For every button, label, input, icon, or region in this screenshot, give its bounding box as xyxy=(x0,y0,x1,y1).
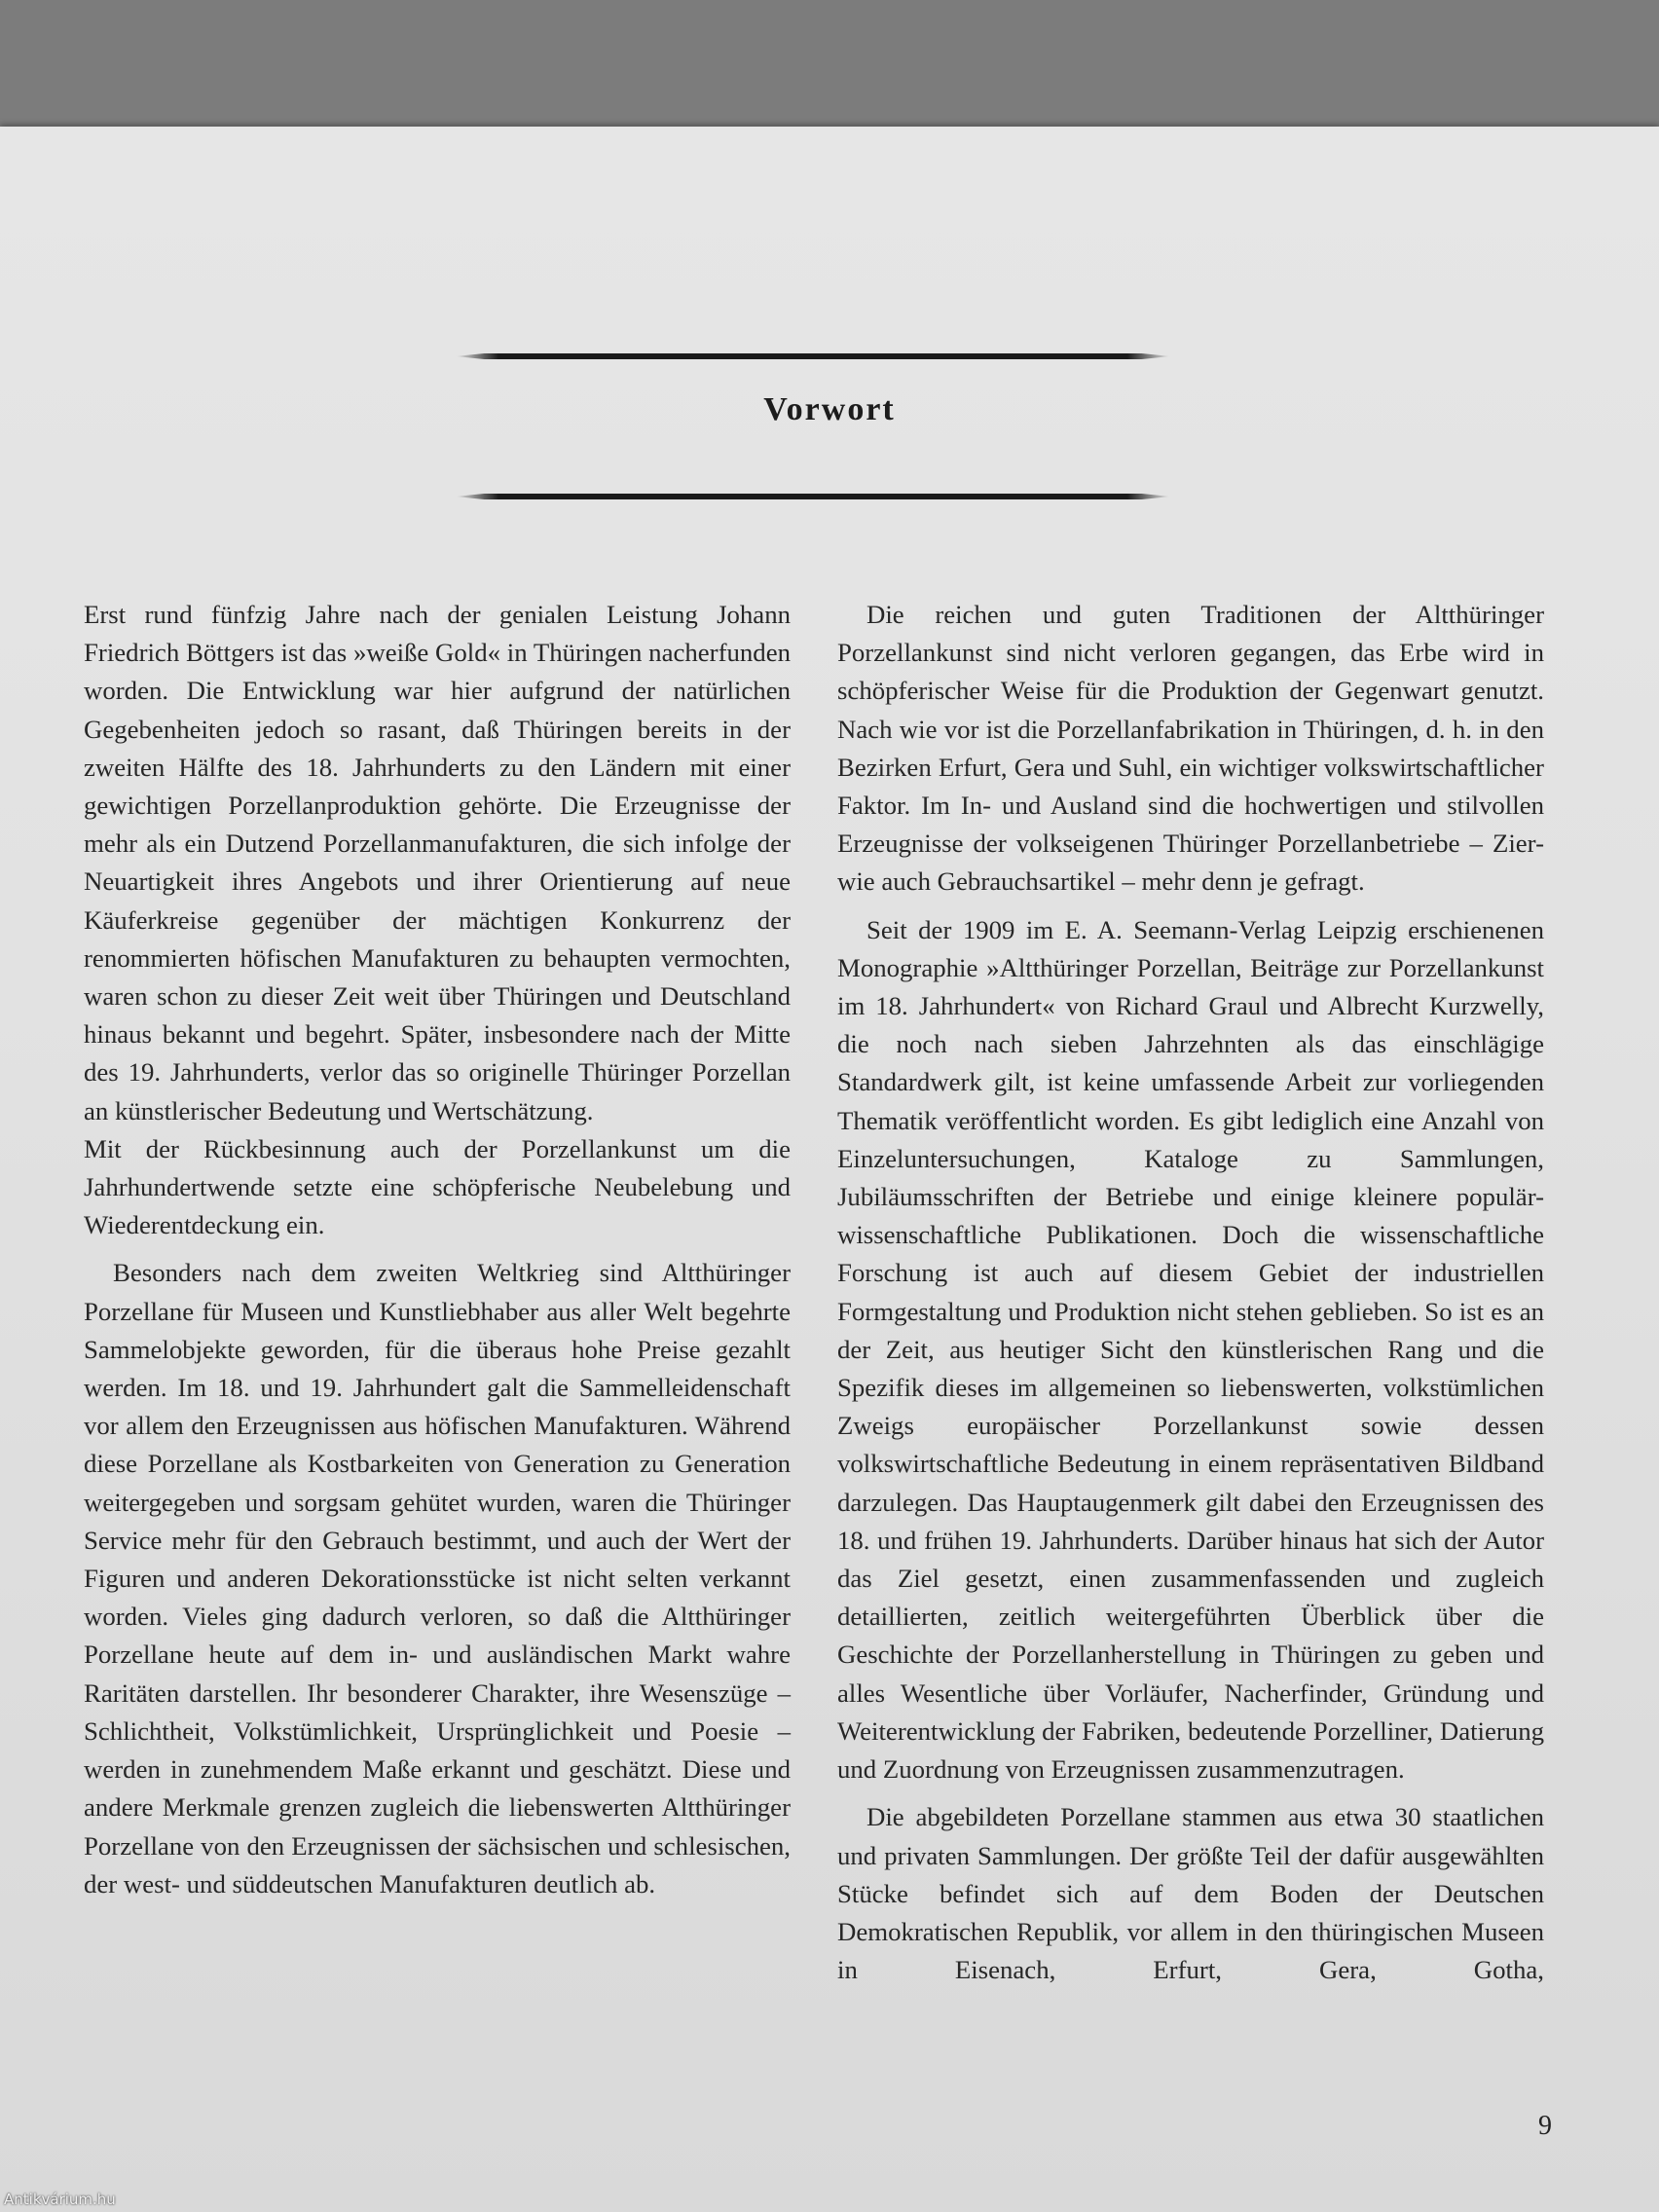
title-rule-bottom xyxy=(456,494,1170,499)
right-paragraph-2: Seit der 1909 im E. A. Seemann-Verlag Leipzig erschienenen Monographie »Altthüringer Porzellan, Beiträge zur Porzellankunst im 18. Jahrhundert« von Richard Graul und Albrecht Kurzwelly, die noch nach sieben Jahrzehnten als das einschlägige Standardwerk gilt, ist keine umfassende Arbeit zur vorliegenden Thematik veröffentlicht worden. Es gibt lediglich eine Anzahl von Einzeluntersuchungen, Kataloge zu Sammlungen, Jubiläumsschriften der Betriebe und einige kleinere populär-wissenschaftliche Publikationen. Doch die wissenschaftliche Forschung ist auch auf diesem Gebiet der industriellen Formgestaltung und Produktion nicht stehen geblieben. So ist es an der Zeit, aus heutiger Sicht den künstlerischen Rang und die Spezifik dieses im allgemeinen so liebenswerten, volkstümlichen Zweigs europäischer Porzellankunst sowie dessen volkswirtschaftliche Bedeutung in einem repräsentativen Bildband darzulegen. Das Hauptaugenmerk gilt dabei den Erzeugnissen des 18. und frühen 19. Jahrhunderts. Darüber hinaus hat sich der Autor das Ziel gesetzt, einen zusammenfassenden und zugleich detaillierten, zeitlich weitergeführten Überblick über die Geschichte der Porzellanherstellung in Thüringen zu geben und alles Wesentliche über Vorläufer, Nacherfinder, Gründung und Weiterentwicklung der Fabriken, bedeutende Porzelliner, Datierung und Zuordnung von Erzeugnissen zusammenzutragen. xyxy=(837,914,1544,1785)
right-paragraph-3: Die abgebildeten Porzellane stammen aus etwa 30 staatlichen und privaten Sammlungen. Der größte Teil der dafür ausgewählten Stücke befindet sich auf dem Boden der Deutschen Demokratischen Republik, vor allem in den thüringischen Museen in Eisenach, Erfurt, Gera, Gotha, xyxy=(837,1802,1544,1985)
page-title: Vorwort xyxy=(763,391,896,427)
watermark: Antikvárium.hu xyxy=(4,2191,116,2208)
right-column xyxy=(837,596,1544,1989)
left-paragraph-2: Mit der Rückbesinnung auch der Porzellankunst um die Jahrhundertwende setzte eine schöpferische Neubelebung und Wiederentdeckung ein. xyxy=(84,1133,791,1240)
page-number: 9 xyxy=(1538,2111,1552,2141)
left-column xyxy=(84,596,791,1903)
left-paragraph-3: Besonders nach dem zweiten Weltkrieg sind Altthüringer Porzellane für Museen und Kunstliebhaber aus aller Welt begehrte Sammelobjekte geworden, für die überaus hohe Preise gezahlt werden. Im 18. und 19. Jahrhundert galt die Sammelleidenschaft vor allem den Erzeugnissen aus höfischen Manufakturen. Während diese Porzellane als Kostbarkeiten von Generation zu Generation weitergegeben und sorgsam gehütet wurden, waren die Thüringer Service mehr für den Gebrauch bestimmt, und auch der Wert der Figuren und anderen Dekorationsstücke ist nicht selten verkannt worden. Vieles ging dadurch verloren, so daß die Altthüringer Porzellane heute auf dem in- und ausländischen Markt wahre Raritäten darstellen. Ihr besonderer Charakter, ihre Wesenszüge – Schlichtheit, Volkstümlichkeit, Ursprünglichkeit und Poesie – werden in zunehmendem Maße erkannt und geschätzt. Diese und andere Merkmale grenzen zugleich die liebenswerten Altthüringer Porzellane von den Erzeugnissen der sächsischen und schlesischen, der west- und süddeutschen Manufakturen deutlich ab. xyxy=(84,1258,791,1899)
title-rule-top xyxy=(456,353,1170,359)
left-paragraph-1: Erst rund fünfzig Jahre nach der genialen Leistung Johann Friedrich Böttgers ist das »weiße Gold« in Thüringen nacherfunden worden. Die Entwicklung war hier aufgrund der natürlichen Gegebenheiten jedoch so rasant, daß Thüringen bereits in der zweiten Hälfte des 18. Jahrhunderts zu den Ländern mit einer gewichtigen Porzellanproduktion gehörte. Die Erzeugnisse der mehr als ein Dutzend Porzellanmanufakturen, die sich infolge der Neuartigkeit ihres Angebots und ihrer Orientierung auf neue Käuferkreise gegenüber der mächtigen Konkurrenz der renommierten höfischen Manufakturen zu behaupten vermochten, waren schon zu dieser Zeit weit über Thüringen und Deutschland hinaus bekannt und begehrt. Später, insbesondere nach der Mitte des 19. Jahrhunderts, verlor das so originelle Thüringer Porzellan an künstlerischer Bedeutung und Wertschätzung. xyxy=(84,600,791,1125)
right-paragraph-1: Die reichen und guten Traditionen der Altthüringer Porzellankunst sind nicht verloren gegangen, das Erbe wird in schöpferischer Weise für die Produktion der Gegenwart genutzt. Nach wie vor ist die Porzellanfabrikation in Thüringen, d. h. in den Bezirken Erfurt, Gera und Suhl, ein wichtiger volkswirtschaftlicher Faktor. Im In- und Ausland sind die hochwertigen und stilvollen Erzeugnisse der volkseigenen Thüringer Porzellanbetriebe – Zier- wie auch Gebrauchsartikel – mehr denn je gefragt. xyxy=(837,600,1544,897)
